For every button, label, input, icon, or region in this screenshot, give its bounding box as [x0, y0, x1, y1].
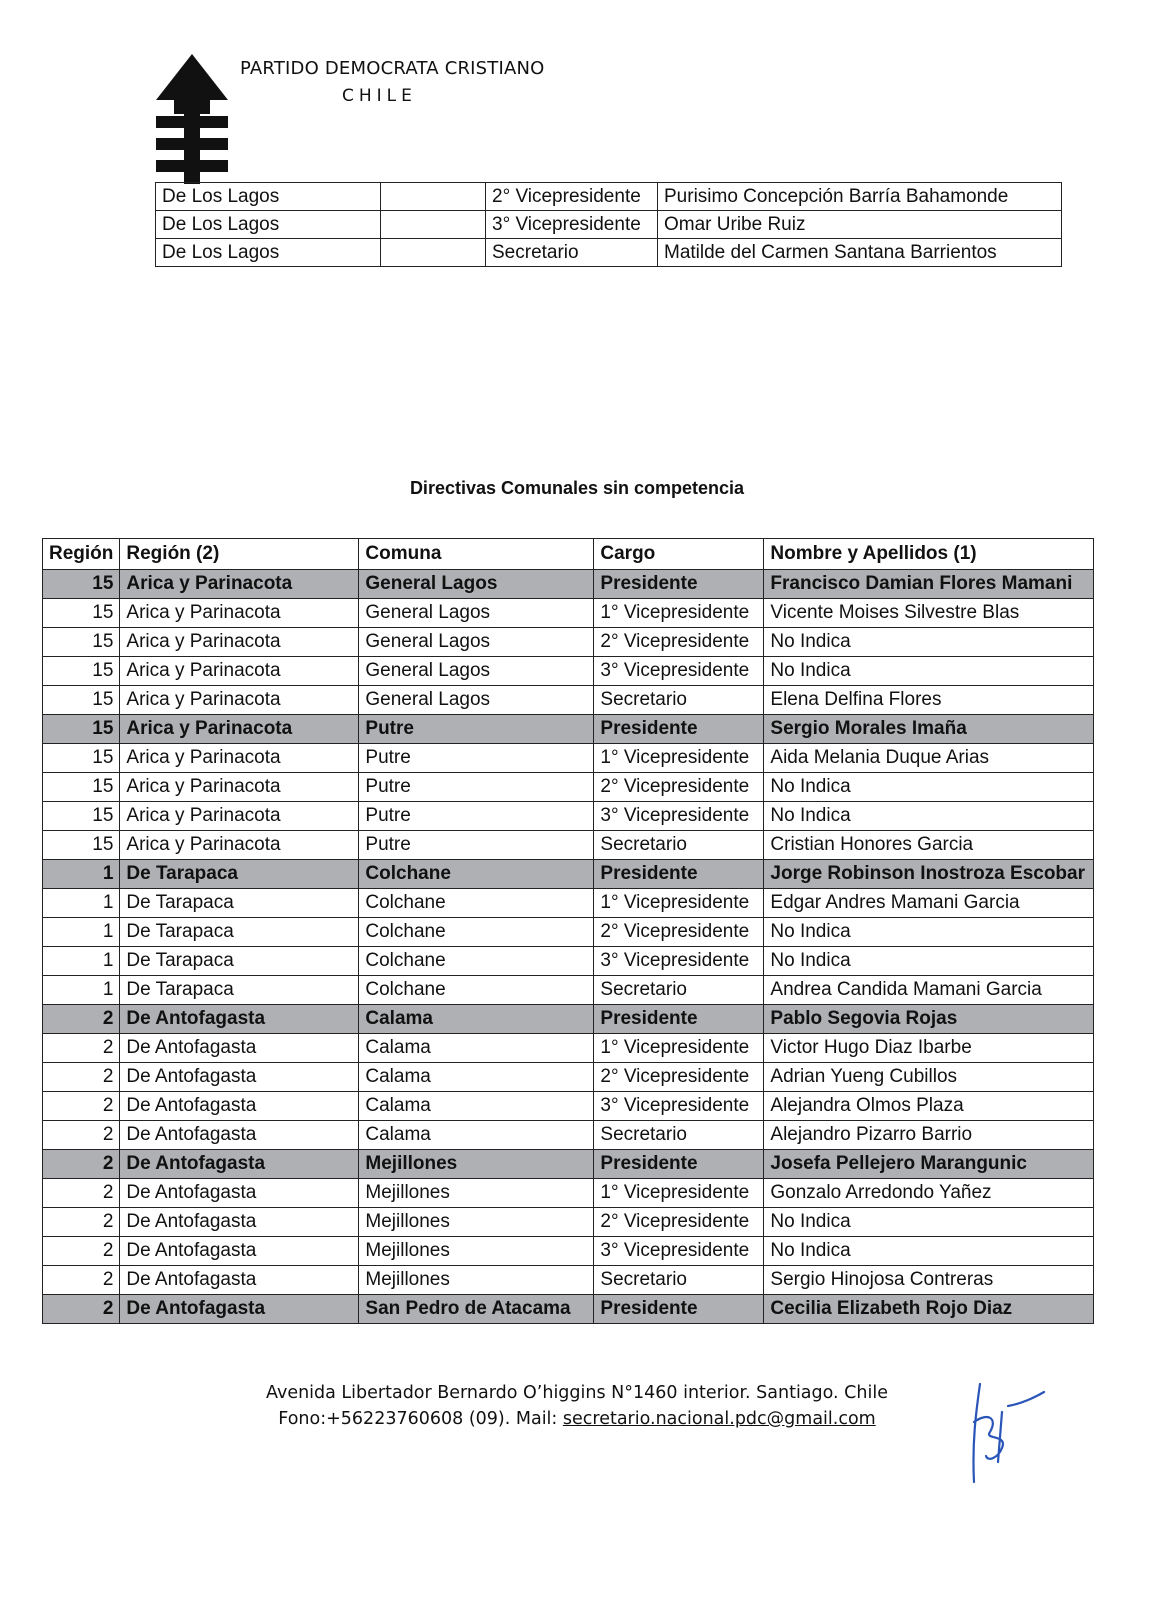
- table-cell: 3° Vicepresidente: [594, 657, 764, 686]
- table-cell: No Indica: [764, 918, 1094, 947]
- header-comuna: Comuna: [359, 539, 594, 570]
- table-row: [43, 1005, 1094, 1034]
- table-cell: Arica y Parinacota: [120, 773, 359, 802]
- table-row: [43, 831, 1094, 860]
- table-cell: De Antofagasta: [120, 1208, 359, 1237]
- table-row: [43, 947, 1094, 976]
- table-row: [43, 1092, 1094, 1121]
- table-cell: Alejandra Olmos Plaza: [764, 1092, 1094, 1121]
- table-row: [43, 1237, 1094, 1266]
- table-cell: Andrea Candida Mamani Garcia: [764, 976, 1094, 1005]
- table-cell: Mejillones: [359, 1208, 594, 1237]
- table-cell: Arica y Parinacota: [120, 744, 359, 773]
- table-row: [156, 183, 1062, 211]
- table-cell: 1: [43, 976, 120, 1005]
- table-cell: De Tarapaca: [120, 860, 359, 889]
- table-cell: Cristian Honores Garcia: [764, 831, 1094, 860]
- footer-phone: Fono:+56223760608 (09). Mail:: [278, 1409, 563, 1429]
- table-row: [43, 657, 1094, 686]
- table-row: [43, 976, 1094, 1005]
- header-cargo: Cargo: [594, 539, 764, 570]
- table-cell: 2° Vicepresidente: [486, 183, 658, 211]
- table-cell: [381, 239, 486, 267]
- table-cell: Sergio Morales Imaña: [764, 715, 1094, 744]
- table-cell: Presidente: [594, 860, 764, 889]
- table-cell: Matilde del Carmen Santana Barrientos: [658, 239, 1062, 267]
- table-cell: 2: [43, 1092, 120, 1121]
- table-cell: General Lagos: [359, 599, 594, 628]
- table-cell: De Antofagasta: [120, 1121, 359, 1150]
- table-cell: No Indica: [764, 947, 1094, 976]
- table-cell: 15: [43, 773, 120, 802]
- table-cell: De Tarapaca: [120, 889, 359, 918]
- table-cell: Presidente: [594, 1005, 764, 1034]
- table-cell: 2° Vicepresidente: [594, 628, 764, 657]
- table-cell: No Indica: [764, 657, 1094, 686]
- table-cell: Arica y Parinacota: [120, 599, 359, 628]
- table-cell: Putre: [359, 773, 594, 802]
- table-cell: Omar Uribe Ruiz: [658, 211, 1062, 239]
- table-row: [43, 715, 1094, 744]
- table-cell: Secretario: [486, 239, 658, 267]
- table-cell: Purisimo Concepción Barría Bahamonde: [658, 183, 1062, 211]
- table-cell: San Pedro de Atacama: [359, 1295, 594, 1324]
- table-cell: 15: [43, 570, 120, 599]
- party-logo: [156, 54, 228, 184]
- table-row: [43, 570, 1094, 599]
- directivas-table: [42, 538, 1094, 1324]
- table-row: [156, 239, 1062, 267]
- table-cell: De Antofagasta: [120, 1266, 359, 1295]
- table-cell: Arica y Parinacota: [120, 802, 359, 831]
- handwritten-signature: [968, 1382, 1048, 1492]
- table-cell: De Antofagasta: [120, 1034, 359, 1063]
- table-cell: Calama: [359, 1034, 594, 1063]
- table-cell: Colchane: [359, 889, 594, 918]
- table-cell: Secretario: [594, 1266, 764, 1295]
- header-nombre: Nombre y Apellidos (1): [764, 539, 1094, 570]
- table-cell: 2: [43, 1266, 120, 1295]
- table-cell: Elena Delfina Flores: [764, 686, 1094, 715]
- table-row: [43, 599, 1094, 628]
- table-cell: No Indica: [764, 802, 1094, 831]
- table-cell: Mejillones: [359, 1179, 594, 1208]
- table-cell: 3° Vicepresidente: [486, 211, 658, 239]
- table-cell: Arica y Parinacota: [120, 686, 359, 715]
- table-cell: Vicente Moises Silvestre Blas: [764, 599, 1094, 628]
- footer-address: Avenida Libertador Bernardo O’higgins N°1460 interior. Santiago. Chile: [266, 1383, 888, 1403]
- table-cell: De Tarapaca: [120, 918, 359, 947]
- table-cell: 2: [43, 1295, 120, 1324]
- table-cell: Josefa Pellejero Marangunic: [764, 1150, 1094, 1179]
- table-cell: [381, 183, 486, 211]
- table-cell: 15: [43, 744, 120, 773]
- table-cell: Arica y Parinacota: [120, 570, 359, 599]
- table-cell: De Tarapaca: [120, 976, 359, 1005]
- table-cell: Arica y Parinacota: [120, 628, 359, 657]
- table-cell: No Indica: [764, 773, 1094, 802]
- table-cell: Calama: [359, 1063, 594, 1092]
- table-cell: De Antofagasta: [120, 1092, 359, 1121]
- table-cell: 2: [43, 1034, 120, 1063]
- table-row: [43, 686, 1094, 715]
- table-cell: Secretario: [594, 686, 764, 715]
- table-row: [43, 860, 1094, 889]
- table-cell: Francisco Damian Flores Mamani: [764, 570, 1094, 599]
- table-cell: 1° Vicepresidente: [594, 744, 764, 773]
- table-cell: De Antofagasta: [120, 1237, 359, 1266]
- continuation-table: [155, 182, 1062, 267]
- table-cell: Putre: [359, 744, 594, 773]
- table-cell: General Lagos: [359, 628, 594, 657]
- table-cell: Presidente: [594, 1150, 764, 1179]
- table-cell: 3° Vicepresidente: [594, 802, 764, 831]
- table-cell: 2° Vicepresidente: [594, 773, 764, 802]
- table-cell: De Antofagasta: [120, 1005, 359, 1034]
- table-row: [43, 1266, 1094, 1295]
- table-cell: Mejillones: [359, 1237, 594, 1266]
- table-cell: Colchane: [359, 947, 594, 976]
- table-cell: Putre: [359, 715, 594, 744]
- table-row: [43, 1295, 1094, 1324]
- table-cell: General Lagos: [359, 570, 594, 599]
- table-row: [43, 1208, 1094, 1237]
- table-cell: No Indica: [764, 1237, 1094, 1266]
- table-cell: 1: [43, 947, 120, 976]
- table-cell: Arica y Parinacota: [120, 831, 359, 860]
- table-cell: 2° Vicepresidente: [594, 1063, 764, 1092]
- table-row: [43, 744, 1094, 773]
- table-cell: 2: [43, 1179, 120, 1208]
- table-cell: No Indica: [764, 1208, 1094, 1237]
- table-cell: 2: [43, 1121, 120, 1150]
- table-cell: Jorge Robinson Inostroza Escobar: [764, 860, 1094, 889]
- table-cell: 1: [43, 889, 120, 918]
- footer-email-link[interactable]: secretario.nacional.pdc@gmail.com: [562, 1409, 876, 1429]
- table-cell: 15: [43, 686, 120, 715]
- table-cell: Putre: [359, 831, 594, 860]
- table-cell: 15: [43, 657, 120, 686]
- table-row: [43, 1179, 1094, 1208]
- table-cell: 2: [43, 1005, 120, 1034]
- table-cell: 15: [43, 628, 120, 657]
- table-cell: Colchane: [359, 918, 594, 947]
- table-cell: Sergio Hinojosa Contreras: [764, 1266, 1094, 1295]
- table-cell: De Los Lagos: [156, 183, 381, 211]
- table-cell: Colchane: [359, 976, 594, 1005]
- table-cell: General Lagos: [359, 657, 594, 686]
- table-cell: Presidente: [594, 570, 764, 599]
- table-row: [43, 1063, 1094, 1092]
- table-cell: De Antofagasta: [120, 1295, 359, 1324]
- party-name: PARTIDO DEMOCRATA CRISTIANO: [240, 58, 545, 79]
- table-cell: Colchane: [359, 860, 594, 889]
- table-cell: No Indica: [764, 628, 1094, 657]
- table-header-row: [43, 539, 1094, 570]
- table-row: [43, 802, 1094, 831]
- table-cell: 1° Vicepresidente: [594, 889, 764, 918]
- table-cell: Gonzalo Arredondo Yañez: [764, 1179, 1094, 1208]
- table-cell: Victor Hugo Diaz Ibarbe: [764, 1034, 1094, 1063]
- table-cell: Adrian Yueng Cubillos: [764, 1063, 1094, 1092]
- table-cell: Secretario: [594, 976, 764, 1005]
- table-cell: 2: [43, 1150, 120, 1179]
- table-cell: De Tarapaca: [120, 947, 359, 976]
- table-cell: Presidente: [594, 1295, 764, 1324]
- table-cell: 15: [43, 831, 120, 860]
- table-row: [43, 918, 1094, 947]
- table-cell: Aida Melania Duque Arias: [764, 744, 1094, 773]
- table-cell: Secretario: [594, 1121, 764, 1150]
- table-cell: De Antofagasta: [120, 1063, 359, 1092]
- table-cell: 1: [43, 860, 120, 889]
- table-cell: Calama: [359, 1121, 594, 1150]
- header-region-2: Región (2): [120, 539, 359, 570]
- table-cell: Secretario: [594, 831, 764, 860]
- table-row: [43, 1034, 1094, 1063]
- table-cell: 3° Vicepresidente: [594, 1092, 764, 1121]
- table-cell: 15: [43, 715, 120, 744]
- table-cell: 2: [43, 1237, 120, 1266]
- table-cell: Mejillones: [359, 1150, 594, 1179]
- table-cell: 1° Vicepresidente: [594, 599, 764, 628]
- section-title: Directivas Comunales sin competencia: [409, 478, 745, 498]
- table-cell: Edgar Andres Mamani Garcia: [764, 889, 1094, 918]
- table-cell: Putre: [359, 802, 594, 831]
- table-cell: Calama: [359, 1005, 594, 1034]
- table-cell: 1° Vicepresidente: [594, 1034, 764, 1063]
- table-cell: Mejillones: [359, 1266, 594, 1295]
- table-cell: De Los Lagos: [156, 211, 381, 239]
- table-cell: 3° Vicepresidente: [594, 947, 764, 976]
- table-cell: Arica y Parinacota: [120, 715, 359, 744]
- table-row: [156, 211, 1062, 239]
- table-cell: 1° Vicepresidente: [594, 1179, 764, 1208]
- header-region: Región: [43, 539, 120, 570]
- table-cell: Calama: [359, 1092, 594, 1121]
- table-cell: [381, 211, 486, 239]
- table-row: [43, 773, 1094, 802]
- table-cell: Presidente: [594, 715, 764, 744]
- table-row: [43, 628, 1094, 657]
- table-cell: Arica y Parinacota: [120, 657, 359, 686]
- table-cell: De Antofagasta: [120, 1150, 359, 1179]
- table-cell: De Antofagasta: [120, 1179, 359, 1208]
- table-cell: 15: [43, 599, 120, 628]
- table-cell: De Los Lagos: [156, 239, 381, 267]
- party-country: CHILE: [342, 86, 417, 106]
- table-cell: 2° Vicepresidente: [594, 1208, 764, 1237]
- table-row: [43, 889, 1094, 918]
- table-cell: General Lagos: [359, 686, 594, 715]
- table-cell: 1: [43, 918, 120, 947]
- table-row: [43, 1150, 1094, 1179]
- table-cell: Alejandro Pizarro Barrio: [764, 1121, 1094, 1150]
- table-cell: 2: [43, 1208, 120, 1237]
- table-cell: Cecilia Elizabeth Rojo Diaz: [764, 1295, 1094, 1324]
- table-row: [43, 1121, 1094, 1150]
- table-cell: 15: [43, 802, 120, 831]
- table-cell: 2: [43, 1063, 120, 1092]
- table-cell: 2° Vicepresidente: [594, 918, 764, 947]
- table-cell: Pablo Segovia Rojas: [764, 1005, 1094, 1034]
- table-cell: 3° Vicepresidente: [594, 1237, 764, 1266]
